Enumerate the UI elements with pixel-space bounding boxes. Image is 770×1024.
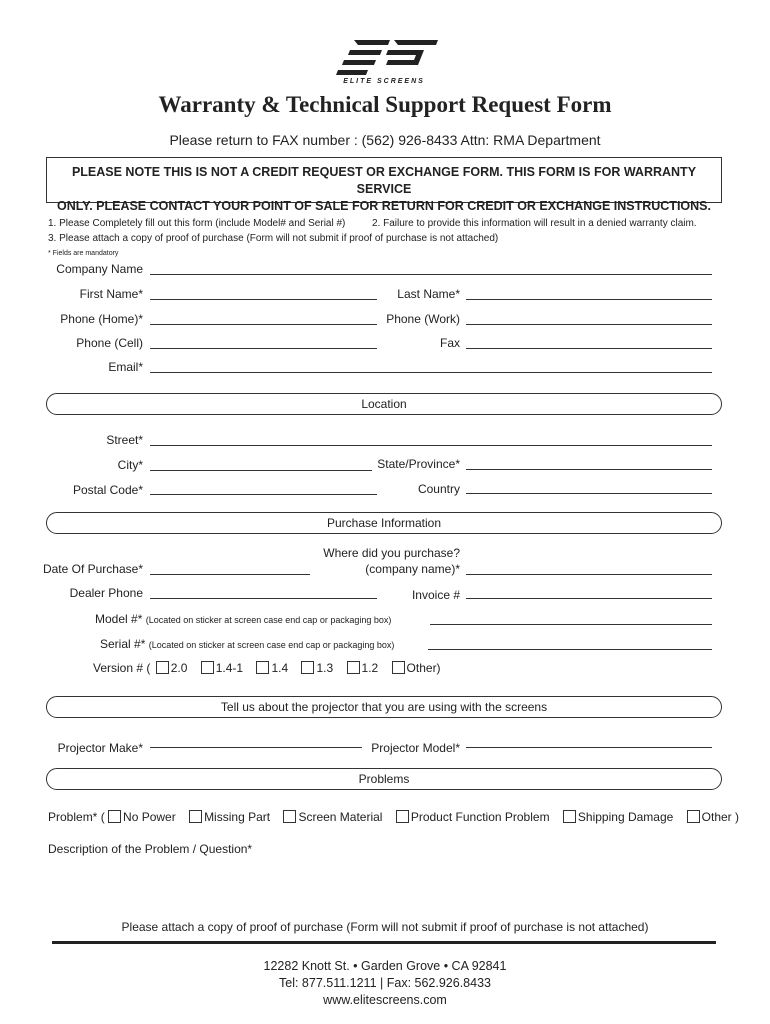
version-row xyxy=(93,661,441,675)
version-option-label: 1.2 xyxy=(361,661,379,675)
projector-make-field[interactable] xyxy=(150,747,362,748)
brand-name: ELITE SCREENS xyxy=(343,78,425,85)
footer-phone: Tel: 877.511.1211 | Fax: 562.926.8433 xyxy=(279,976,491,990)
state-field[interactable] xyxy=(466,469,712,470)
notice-box xyxy=(46,157,722,213)
country-field[interactable] xyxy=(466,493,712,494)
notice-line-2: ONLY. PLEASE CONTACT YOUR POINT OF SALE FOR RETURN FOR CREDIT OR EXCHANGE INSTRUCTIONS. xyxy=(57,199,711,213)
phone-cell-field[interactable] xyxy=(150,348,377,349)
phone-work-label: Phone (Work) xyxy=(386,312,460,326)
problem-option-label: Shipping Damage xyxy=(577,810,674,824)
shipping-damage-checkbox[interactable] xyxy=(563,810,576,823)
version-1-4-1-checkbox[interactable] xyxy=(201,661,214,674)
version-option-label: 1.3 xyxy=(316,661,334,675)
version-option-label: 1.4 xyxy=(271,661,289,675)
footer-website[interactable]: www.elitescreens.com xyxy=(323,993,447,1007)
location-header: Location xyxy=(46,393,722,415)
mandatory-note: * Fields are mandatory xyxy=(48,250,119,257)
version-label: Version # ( xyxy=(93,661,151,675)
problem-label: Problem* ( xyxy=(48,810,105,824)
projector-model-label: Projector Model* xyxy=(371,741,460,755)
projector-make-label: Projector Make* xyxy=(57,741,143,755)
country-label: Country xyxy=(417,482,460,496)
street-field[interactable] xyxy=(150,445,712,446)
serial-note: (Located on sticker at screen case end cap or packaging box) xyxy=(148,640,395,650)
serial-number-field[interactable] xyxy=(428,649,712,650)
last-name-label: Last Name* xyxy=(397,287,460,301)
version-2-0-checkbox[interactable] xyxy=(156,661,169,674)
description-area[interactable] xyxy=(48,860,712,910)
form-title: Warranty & Technical Support Request Form xyxy=(158,92,612,117)
street-label: Street* xyxy=(106,433,143,447)
where-purchase-field[interactable] xyxy=(466,574,712,575)
postal-code-label: Postal Code* xyxy=(72,483,143,497)
phone-work-field[interactable] xyxy=(466,324,712,325)
postal-code-field[interactable] xyxy=(150,494,377,495)
fax-field[interactable] xyxy=(466,348,712,349)
first-name-label: First Name* xyxy=(79,287,143,301)
first-name-field[interactable] xyxy=(150,299,377,300)
version-1-2-checkbox[interactable] xyxy=(347,661,360,674)
description-label: Description of the Problem / Question* xyxy=(48,842,253,856)
problem-option-label: Screen Material xyxy=(298,810,383,824)
serial-number-label xyxy=(100,637,394,651)
version-option-label: 2.0 xyxy=(170,661,188,675)
city-field[interactable] xyxy=(150,470,372,471)
invoice-label: Invoice # xyxy=(411,588,460,602)
no-power-checkbox[interactable] xyxy=(108,810,121,823)
purchase-info-header: Purchase Information xyxy=(46,512,722,534)
where-purchase-label: Where did you purchase? xyxy=(323,546,460,560)
phone-home-field[interactable] xyxy=(150,324,377,325)
product-function-checkbox[interactable] xyxy=(396,810,409,823)
where-purchase-sublabel: (company name)* xyxy=(365,562,460,576)
model-note: (Located on sticker at screen case end cap or packaging box) xyxy=(145,615,392,625)
invoice-field[interactable] xyxy=(466,598,712,599)
footer-address: 12282 Knott St. • Garden Grove • CA 92841 xyxy=(263,959,507,973)
version-1-4-checkbox[interactable] xyxy=(256,661,269,674)
version-other-checkbox[interactable] xyxy=(392,661,405,674)
phone-cell-label: Phone (Cell) xyxy=(76,336,143,350)
problem-option-label: Product Function Problem xyxy=(410,810,550,824)
model-label-text: Model #* xyxy=(95,612,143,626)
notice-line-1: PLEASE NOTE THIS IS NOT A CREDIT REQUEST OR EXCHANGE FORM. THIS FORM IS FOR WARRANTY SERVICE xyxy=(71,165,697,196)
email-label: Email* xyxy=(108,360,143,374)
attach-proof-note: Please attach a copy of proof of purchase (Form will not submit if proof of purchase is not attached) xyxy=(121,920,649,934)
model-number-field[interactable] xyxy=(430,624,712,625)
city-label: City* xyxy=(117,458,143,472)
problem-option-label: Missing Part xyxy=(204,810,271,824)
version-option-label: Other) xyxy=(406,661,441,675)
instruction-1: 1. Please Completely fill out this form (include Model# and Serial #) xyxy=(48,218,346,229)
other-problem-checkbox[interactable] xyxy=(687,810,700,823)
last-name-field[interactable] xyxy=(466,299,712,300)
model-number-label xyxy=(95,612,391,626)
problem-option-label: Other ) xyxy=(701,810,739,824)
fax-instructions: Please return to FAX number : (562) 926-8433 Attn: RMA Department xyxy=(169,132,601,148)
date-of-purchase-label: Date Of Purchase* xyxy=(42,562,143,576)
phone-home-label: Phone (Home)* xyxy=(60,312,143,326)
version-1-3-checkbox[interactable] xyxy=(301,661,314,674)
date-of-purchase-field[interactable] xyxy=(150,574,310,575)
missing-part-checkbox[interactable] xyxy=(189,810,202,823)
state-label: State/Province* xyxy=(377,457,460,471)
instruction-3: 3. Please attach a copy of proof of purchase (Form will not submit if proof of purchase is not attached) xyxy=(48,233,499,244)
problem-option-label: No Power xyxy=(123,810,176,824)
version-option-label: 1.4-1 xyxy=(215,661,244,675)
fax-label: Fax xyxy=(439,336,460,350)
problem-row xyxy=(48,810,739,824)
dealer-phone-label: Dealer Phone xyxy=(69,586,143,600)
problems-header: Problems xyxy=(46,768,722,790)
footer-divider xyxy=(52,941,716,944)
company-name-label: Company Name xyxy=(56,262,143,276)
serial-label-text: Serial #* xyxy=(100,637,146,651)
instruction-2: 2. Failure to provide this information will result in a denied warranty claim. xyxy=(372,218,697,229)
company-name-field[interactable] xyxy=(150,274,712,275)
screen-material-checkbox[interactable] xyxy=(283,810,296,823)
projector-model-field[interactable] xyxy=(466,747,712,748)
dealer-phone-field[interactable] xyxy=(150,598,377,599)
projector-header: Tell us about the projector that you are using with the screens xyxy=(46,696,722,718)
email-field[interactable] xyxy=(150,372,712,373)
